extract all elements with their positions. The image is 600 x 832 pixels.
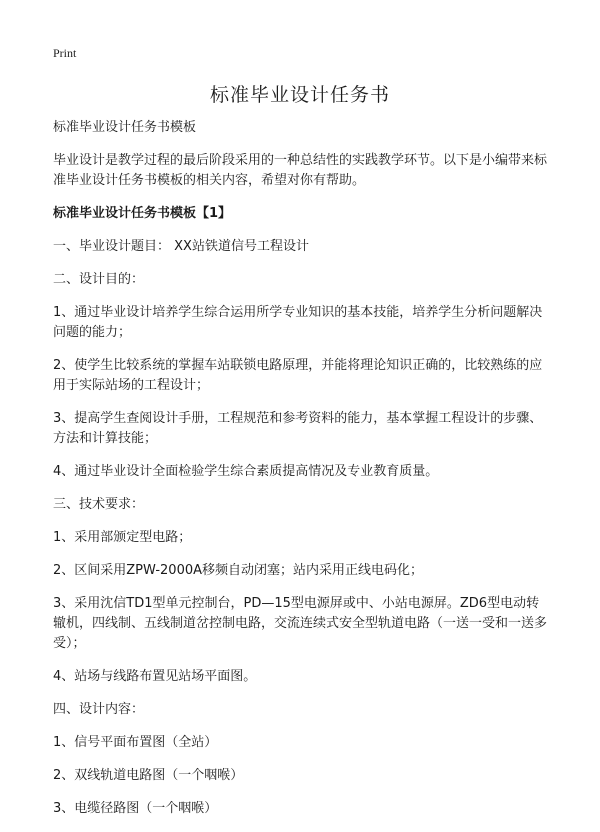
- intro-paragraph: 毕业设计是教学过程的最后阶段采用的一种总结性的实践教学环节。以下是小编带来标准毕业设计任务书模板的相关内容，希望对你有帮助。: [53, 153, 548, 188]
- document-subtitle: 标准毕业设计任务书模板: [53, 120, 197, 135]
- requirement-item-2: 2、区间采用ZPW-2000A移频自动闭塞；站内采用正线电码化；: [53, 563, 424, 578]
- purpose-item-1: 1、通过毕业设计培养学生综合运用所学专业知识的基本技能，培养学生分析问题解决问题的能力；: [53, 305, 543, 340]
- requirement-item-3: 3、采用沈信TD1型单元控制台，PD—15型电源屏或中、小站电源屏。ZD6型电动转辙机，四线制、五线制道岔控制电路，交流连续式安全型轨道电路（一送一受和一送多受）；: [53, 596, 548, 651]
- document-body: [53, 118, 548, 832]
- section-tech-requirements: 三、技术要求：: [53, 497, 145, 512]
- print-label: Print: [53, 46, 77, 60]
- purpose-item-2: 2、使学生比较系统的掌握车站联锁电路原理，并能将理论知识正确的，比较熟练的应用于实际站场的工程设计；: [53, 358, 543, 393]
- purpose-item-4: 4、通过毕业设计全面检验学生综合素质提高情况及专业教育质量。: [53, 464, 439, 479]
- content-item-1: 1、信号平面布置图（全站）: [53, 735, 218, 750]
- content-item-2: 2、双线轨道电路图（一个咽喉）: [53, 768, 244, 783]
- requirement-item-4: 4、站场与线路布置见站场平面图。: [53, 669, 257, 684]
- document-title: 标准毕业设计任务书: [209, 84, 390, 106]
- content-item-3: 3、电缆径路图（一个咽喉）: [53, 801, 218, 816]
- requirement-item-1: 1、采用部颁定型电路；: [53, 530, 192, 545]
- template-heading: 标准毕业设计任务书模板【1】: [53, 206, 232, 221]
- purpose-item-3: 3、提高学生查阅设计手册，工程规范和参考资料的能力，基本掌握工程设计的步骤、方法和计算技能；: [53, 411, 543, 446]
- section-design-content: 四、设计内容：: [53, 702, 145, 717]
- section-design-purpose: 二、设计目的：: [53, 272, 145, 287]
- section-design-topic: 一、毕业设计题目： XX站铁道信号工程设计: [53, 239, 309, 254]
